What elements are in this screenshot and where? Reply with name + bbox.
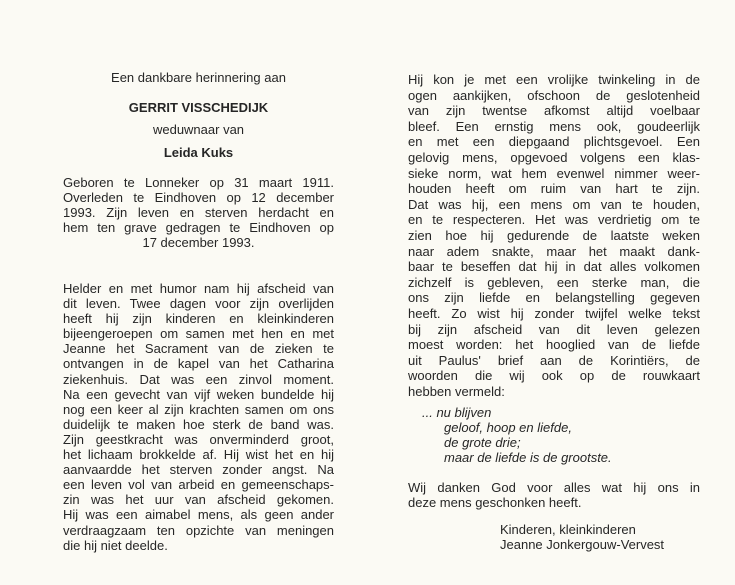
text-line: moest worden: het hooglied van de liefde xyxy=(408,337,700,353)
left-body-paragraph xyxy=(63,281,334,553)
text-line: Hij kon je met een vrolijke twinkeling in de xyxy=(408,72,700,87)
text-line: Wij danken God voor alles wat hij ons in xyxy=(408,480,700,495)
text-line: heeft. Zo wist hij zonder twijfel welke tekst xyxy=(408,305,700,321)
text-line: bijeengeroepen om samen met hen en met xyxy=(63,326,334,342)
text-line: sieke norm, wat hem evenwel nimmer weer- xyxy=(408,165,700,181)
text-line: Geboren te Lonneker op 31 maart 1911. xyxy=(63,175,334,190)
text-line: zichzelf is gebleven, een sterke man, die xyxy=(408,274,700,290)
text-line: ziekenhuis. Dat was een zinvol moment. xyxy=(63,371,334,387)
text-line: hebben vermeld: xyxy=(408,383,505,399)
text-line: ogen aankijken, ofschoon de geslotenheid xyxy=(408,87,700,103)
text-line: bleef. Een ernstig mens ook, goudeerlijk xyxy=(408,118,700,134)
text-line: hem ten grave gedragen te Eindhoven op xyxy=(63,220,334,235)
left-page xyxy=(63,0,334,585)
poem-line: geloof, hoop en liefde, xyxy=(444,420,572,435)
text-line: ontvangen in de kapel van het Catharina xyxy=(63,356,334,372)
text-line: zien hoe hij gedurende de laatste weken xyxy=(408,227,700,243)
text-line: deze mens geschonken heeft. xyxy=(408,495,582,510)
right-body-paragraph xyxy=(408,72,700,399)
text-line: en met een diepgaand plichtsgevoel. Een xyxy=(408,134,700,150)
text-line: dit leven. Twee dagen voor zijn overlijden xyxy=(63,296,334,312)
text-line: duidelijk te maken hoe sterk de band was. xyxy=(63,416,334,432)
text-line: bij zijn afscheid van dit leven gelezen xyxy=(408,321,700,337)
text-line: ons zijn liefde en belangstelling gegeven xyxy=(408,290,700,306)
text-line: het lichaam brokkelde af. Hij wist het en hij xyxy=(63,447,334,463)
text-line: uit Paulus' brief aan de Korintiërs, de xyxy=(408,352,700,368)
text-line: woorden die wij ook op de rouwkaart xyxy=(408,368,700,384)
text-line: gelovig mens, opgevoed volgens een klas- xyxy=(408,149,700,165)
signature-line: Kinderen, kleinkinderen xyxy=(500,522,636,537)
text-line: nog een keer al zijn krachten samen om ons xyxy=(63,401,334,417)
text-line: Zijn geestkracht was onverminderd groot, xyxy=(63,431,334,447)
right-page xyxy=(408,0,700,585)
intro-line: Een dankbare herinnering aan xyxy=(111,70,286,85)
text-line: naar adem snakte, maar het maakt dank- xyxy=(408,243,700,259)
text-line: zin was het uur van afscheid gekomen. xyxy=(63,492,334,508)
text-line: Overleden te Eindhoven op 12 december xyxy=(63,190,334,205)
relation-line: weduwnaar van xyxy=(152,122,245,137)
deceased-name: GERRIT VISSCHEDIJK xyxy=(128,100,269,115)
text-line: Dat was hij, een mens om van te houden, xyxy=(408,196,700,212)
text-line: Hij was een aimabel mens, als geen ander xyxy=(63,507,334,523)
text-line: Na een gevecht van vijf weken bundelde hij xyxy=(63,386,334,402)
poem-line: maar de liefde is de grootste. xyxy=(444,450,612,465)
thanks-paragraph xyxy=(408,480,700,510)
text-line: houden heeft om ruim van hart te zijn. xyxy=(408,181,700,197)
spouse-name: Leida Kuks xyxy=(163,145,234,160)
text-line: Helder en met humor nam hij afscheid van xyxy=(63,281,334,296)
text-line: 1993. Zijn leven en sterven herdacht en xyxy=(63,205,334,220)
text-line: baar te beseffen dat hij in dat alles volkomen xyxy=(408,259,700,275)
text-line: en te respecteren. Het was verdrietig om te xyxy=(408,212,700,228)
signature xyxy=(500,522,700,552)
text-line: een leven vol van arbeid en gemeenschaps- xyxy=(63,477,334,493)
poem xyxy=(422,405,700,465)
text-line: 17 december 1993. xyxy=(142,235,255,250)
signature-line: Jeanne Jonkergouw-Vervest xyxy=(500,537,665,552)
text-line: die hij niet deelde. xyxy=(63,537,168,553)
text-line: verdraagzaam ten opzichte van meningen xyxy=(63,522,334,538)
poem-line: de grote drie; xyxy=(444,435,521,450)
dates-paragraph xyxy=(63,175,334,250)
text-line: van zijn twentse afkomst altijd voelbaar xyxy=(408,103,700,119)
text-line: heeft hij zijn kinderen en kleinkinderen xyxy=(63,311,334,327)
text-line: Jeanne het Sacrament van de zieken te xyxy=(63,341,334,357)
text-line: aanvaardde het sterven zonder angst. Na xyxy=(63,462,334,478)
poem-line: ... nu blijven xyxy=(422,405,492,420)
